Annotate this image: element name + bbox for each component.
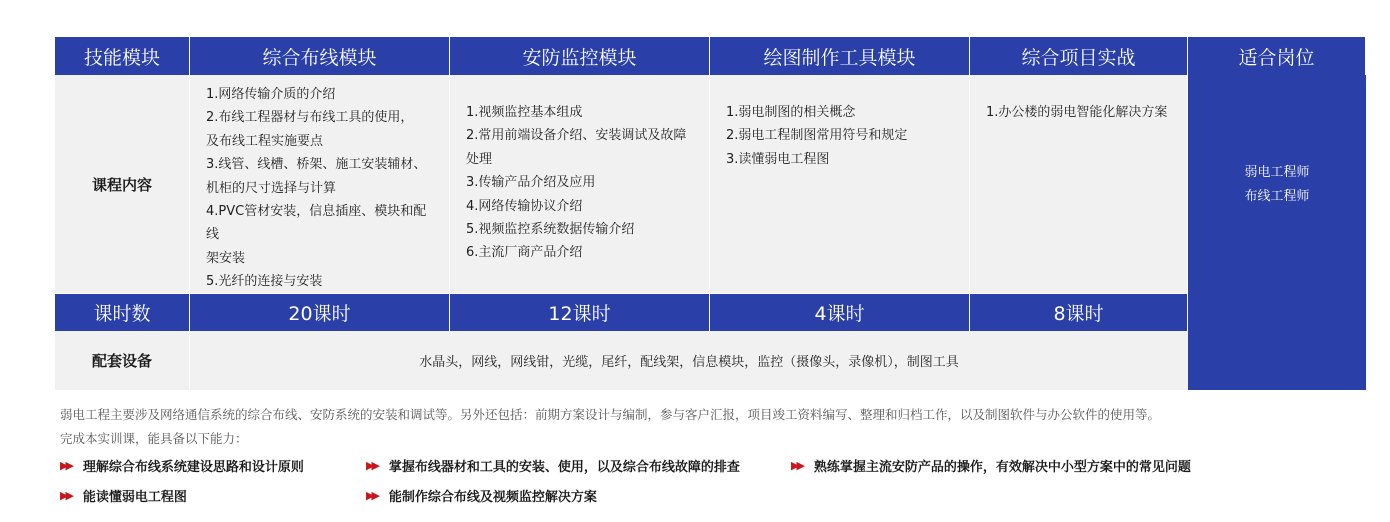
list-item: 2.布线工程器材与布线工具的使用， [206,110,414,126]
ability-text: 理解综合布线系统建设思路和设计原则 [82,460,304,475]
double-arrow-right-icon: ▶▶ [60,459,71,472]
list-item: 2.常用前端设备介绍、安装调试及故障 [466,128,687,144]
header-security-module: 安防监控模块 [450,37,710,75]
list-item: 5.视频监控系统数据传输介绍 [466,222,635,238]
list-item: 1.网络传输介质的介绍 [206,87,336,102]
row-label-equipment: 配套设备 [55,331,190,390]
post-item: 弱电工程师 [1244,165,1310,180]
double-arrow-right-icon: ▶▶ [791,459,802,472]
content-cabling [190,75,450,293]
header-drawing-module: 绘图制作工具模块 [710,37,970,75]
ability-text: 能制作综合布线及视频监控解决方案 [388,490,597,505]
course-table [55,37,1366,390]
double-arrow-right-icon: ▶▶ [366,489,377,502]
content-drawing [710,75,970,293]
row-label-hours: 课时数 [55,293,190,331]
list-item: 5.光纤的连接与安装 [206,274,323,290]
list-item: 4.网络传输协议介绍 [466,198,583,214]
list-item: 2.弱电工程制图常用符号和规定 [726,128,908,144]
suitable-posts [1188,75,1366,390]
header-cabling-module: 综合布线模块 [190,37,450,75]
content-project [970,75,1188,293]
ability-item [366,486,597,505]
description-line: 弱电工程主要涉及网络通信系统的综合布线、安防系统的安装和调试等。另外还包括：前期方案设计与编制，参与客户汇报，项目竣工资料编写、整理和归档工作，以及制图软件与办公软件的使用等。 [60,407,1161,422]
list-item: 及布线工程实施要点 [206,133,324,149]
header-suitable-post: 适合岗位 [1188,37,1366,75]
list-item: 1.办公楼的弱电智能化解决方案 [986,105,1168,120]
post-item: 布线工程师 [1244,189,1310,204]
ability-item [60,486,187,505]
hours-project: 8课时 [970,293,1188,331]
double-arrow-right-icon: ▶▶ [366,459,377,472]
list-item: 6.主流厂商产品介绍 [466,245,583,261]
ability-text: 熟练掌握主流安防产品的操作，有效解决中小型方案中的常见问题 [813,460,1191,475]
list-item: 1.弱电制图的相关概念 [726,105,856,120]
list-item: 3.线管、线槽、桥架、施工安装辅材、 [206,157,427,173]
list-item: 架安装 [206,250,246,266]
row-label-content: 课程内容 [55,75,190,293]
list-item: 4.PVC管材安装，信息插座、模块和配线 [206,204,427,243]
list-item: 1.视频监控基本组成 [466,105,583,120]
list-item: 机柜的尺寸选择与计算 [206,180,337,196]
content-security [450,75,710,293]
list-item: 3.读懂弱电工程图 [726,151,830,167]
ability-item [366,456,740,475]
ability-text: 掌握布线器材和工具的安装、使用，以及综合布线故障的排查 [388,460,740,475]
ability-item [60,456,304,475]
header-skill-module: 技能模块 [55,37,190,75]
hours-drawing: 4课时 [710,293,970,331]
hours-cabling: 20课时 [190,293,450,331]
list-item: 处理 [466,151,493,167]
list-item: 3.传输产品介绍及应用 [466,175,596,191]
ability-item [791,456,1191,475]
equipment-list: 水晶头，网线，网线钳，光缆，尾纤，配线架，信息模块，监控（摄像头，录像机），制图工具 [419,355,959,370]
double-arrow-right-icon: ▶▶ [60,489,71,502]
description-line: 完成本实训课，能具备以下能力： [60,431,248,446]
ability-text: 能读懂弱电工程图 [82,490,187,505]
description [60,403,1360,451]
header-project-practice: 综合项目实战 [970,37,1188,75]
hours-security: 12课时 [450,293,710,331]
